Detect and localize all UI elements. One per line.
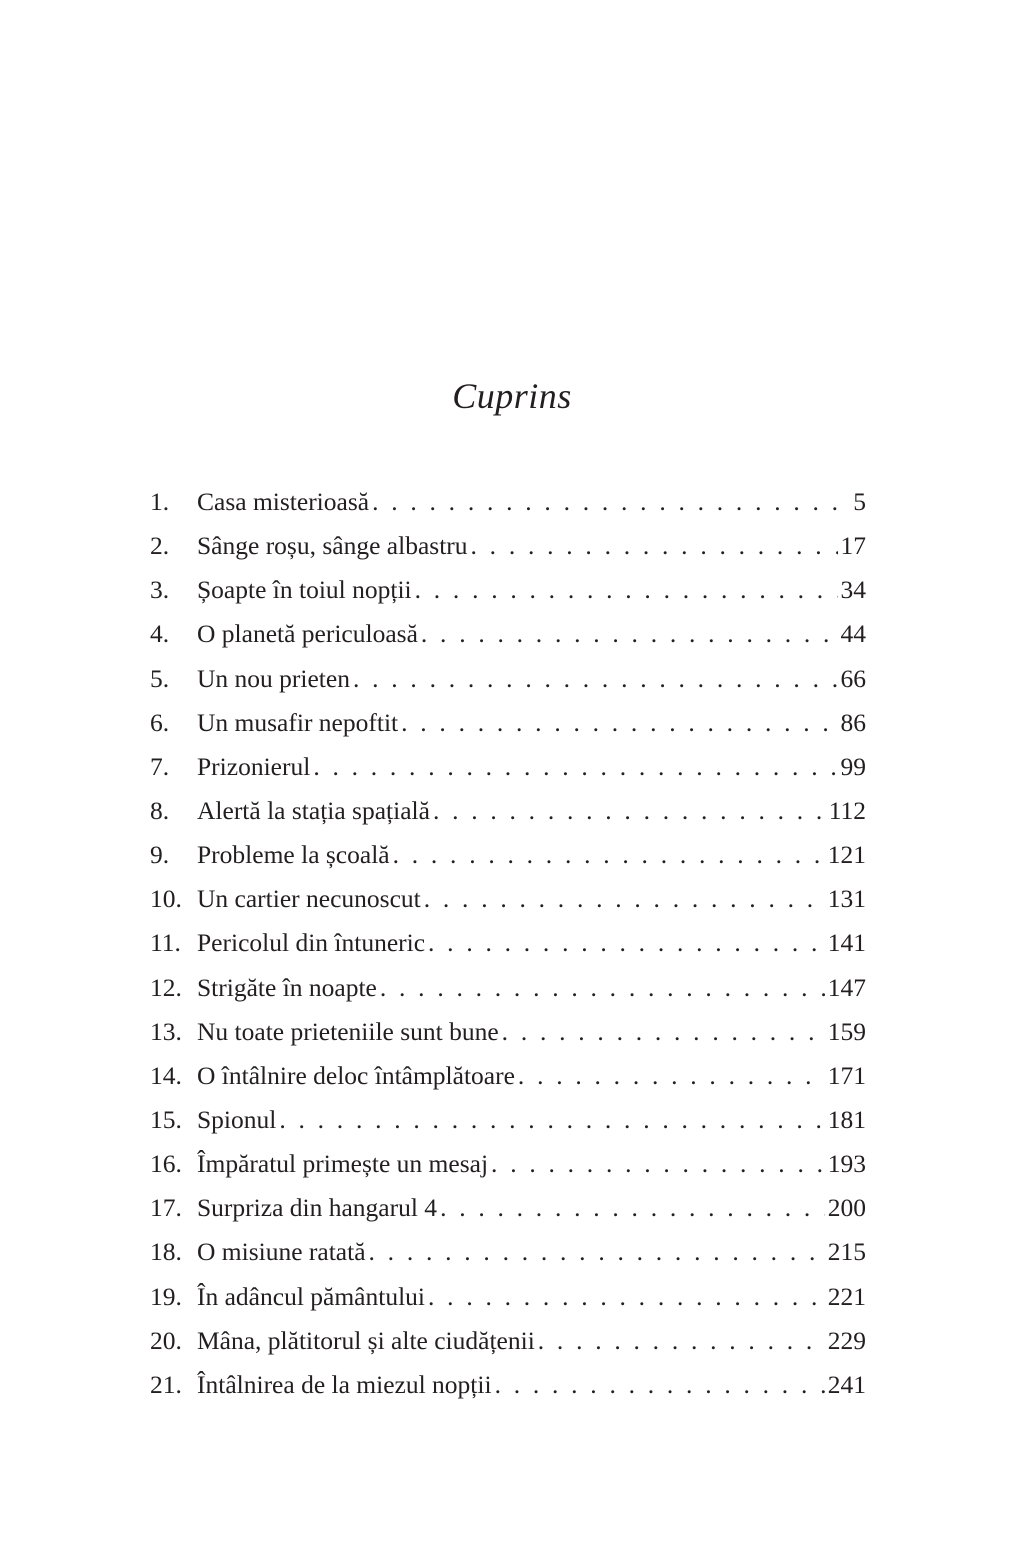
- dot-leader: [471, 524, 838, 568]
- chapter-number: 5.: [150, 663, 170, 693]
- toc-entry: [150, 701, 866, 745]
- chapter-number: 7.: [150, 751, 170, 781]
- dot-leader: [502, 1010, 825, 1054]
- toc-entry: [150, 1142, 866, 1186]
- dot-leader: [369, 1230, 825, 1274]
- chapter-number: 15.: [150, 1104, 182, 1134]
- chapter-title: Strigăte în noapte: [197, 972, 377, 1002]
- page-number: 99: [840, 751, 866, 781]
- dot-leader: [491, 1142, 825, 1186]
- chapter-title: Șoapte în toiul nopții: [197, 575, 412, 605]
- page-number: 44: [840, 619, 866, 649]
- toc-entry: [150, 1186, 866, 1230]
- page-number: 112: [828, 795, 866, 825]
- page-number: 193: [827, 1149, 866, 1179]
- page-number: 229: [827, 1325, 866, 1355]
- chapter-title: Întâlnirea de la miezul nopții: [197, 1369, 492, 1399]
- chapter-number: 12.: [150, 972, 182, 1002]
- page-number: 221: [827, 1281, 866, 1311]
- toc-entry: [150, 568, 866, 612]
- toc-entry: [150, 524, 866, 568]
- dot-leader: [415, 568, 838, 612]
- chapter-number: 3.: [150, 575, 170, 605]
- chapter-number: 16.: [150, 1149, 182, 1179]
- page-number: 131: [827, 884, 866, 914]
- chapter-title: Împăratul primește un mesaj: [197, 1149, 489, 1179]
- page-number: 215: [827, 1237, 866, 1267]
- chapter-number: 17.: [150, 1193, 182, 1223]
- chapter-number: 2.: [150, 531, 170, 561]
- page-number: 86: [840, 707, 866, 737]
- dot-leader: [393, 833, 825, 877]
- chapter-number: 8.: [150, 795, 170, 825]
- toc-entry: [150, 1363, 866, 1407]
- page-title: Cuprins: [452, 376, 572, 416]
- table-of-contents: [150, 480, 866, 1407]
- chapter-number: 1.: [150, 487, 170, 516]
- toc-entry: [150, 1010, 866, 1054]
- toc-entry: [150, 833, 866, 877]
- page-number: 17: [840, 531, 866, 561]
- toc-entry: [150, 1098, 866, 1142]
- dot-leader: [421, 612, 838, 656]
- chapter-number: 13.: [150, 1016, 182, 1046]
- dot-leader: [313, 745, 837, 789]
- dot-leader: [424, 877, 825, 921]
- toc-entry: [150, 877, 866, 921]
- dot-leader: [353, 657, 838, 701]
- chapter-number: 6.: [150, 707, 170, 737]
- chapter-number: 4.: [150, 619, 170, 649]
- page-number: 147: [827, 972, 866, 1002]
- dot-leader: [440, 1186, 825, 1230]
- page-number: 66: [840, 663, 866, 693]
- dot-leader: [433, 789, 826, 833]
- chapter-title: Spionul: [197, 1104, 277, 1134]
- toc-entry: [150, 612, 866, 656]
- page-number: 141: [827, 928, 866, 958]
- chapter-title: O planetă periculoasă: [197, 619, 418, 649]
- dot-leader: [428, 921, 825, 965]
- dot-leader: [518, 1054, 825, 1098]
- chapter-number: 10.: [150, 884, 182, 914]
- chapter-title: Alertă la stația spațială: [197, 795, 430, 825]
- chapter-title: O misiune ratată: [197, 1237, 366, 1267]
- page-number: 171: [827, 1060, 866, 1090]
- toc-entry: [150, 745, 866, 789]
- chapter-title: Pericolul din întuneric: [197, 928, 426, 958]
- chapter-title: Mâna, plătitorul și alte ciudățenii: [197, 1325, 535, 1355]
- chapter-number: 20.: [150, 1325, 182, 1355]
- page-number: 159: [827, 1016, 866, 1046]
- page-number: 241: [827, 1369, 866, 1399]
- page-number: 181: [827, 1104, 866, 1134]
- dot-leader: [401, 701, 837, 745]
- chapter-title: Casa misterioasă: [197, 487, 370, 516]
- chapter-title: Un musafir nepoftit: [197, 707, 399, 737]
- toc-entry: [150, 1275, 866, 1319]
- chapter-number: 21.: [150, 1369, 182, 1399]
- chapter-title: Surpriza din hangarul 4: [197, 1193, 438, 1223]
- chapter-number: 14.: [150, 1060, 182, 1090]
- chapter-title: Probleme la școală: [197, 840, 390, 870]
- toc-entry: [150, 966, 866, 1010]
- chapter-title: O întâlnire deloc întâmplătoare: [197, 1060, 515, 1090]
- dot-leader: [428, 1275, 825, 1319]
- chapter-number: 19.: [150, 1281, 182, 1311]
- dot-leader: [380, 966, 825, 1010]
- toc-entry: [150, 1054, 866, 1098]
- chapter-number: 9.: [150, 840, 170, 870]
- chapter-number: 11.: [150, 928, 181, 958]
- toc-entry: [150, 480, 866, 524]
- toc-entry: [150, 1230, 866, 1274]
- page-number: 34: [840, 575, 866, 605]
- chapter-title: În adâncul pământului: [197, 1281, 426, 1311]
- chapter-number: 18.: [150, 1237, 182, 1267]
- chapter-title: Nu toate prieteniile sunt bune: [197, 1016, 499, 1046]
- dot-leader: [372, 480, 850, 524]
- toc-entry: [150, 789, 866, 833]
- dot-leader: [538, 1319, 825, 1363]
- toc-entry: [150, 1319, 866, 1363]
- page-number: 121: [827, 840, 866, 870]
- toc-entry: [150, 657, 866, 701]
- dot-leader: [495, 1363, 825, 1407]
- chapter-title: Un nou prieten: [197, 663, 350, 693]
- toc-entry: [150, 921, 866, 965]
- chapter-title: Un cartier necunoscut: [197, 884, 421, 914]
- page-number: 200: [827, 1193, 866, 1223]
- dot-leader: [279, 1098, 824, 1142]
- chapter-title: Sânge roșu, sânge albastru: [197, 531, 468, 561]
- chapter-title: Prizonierul: [197, 751, 311, 781]
- page-number: 5: [853, 487, 866, 516]
